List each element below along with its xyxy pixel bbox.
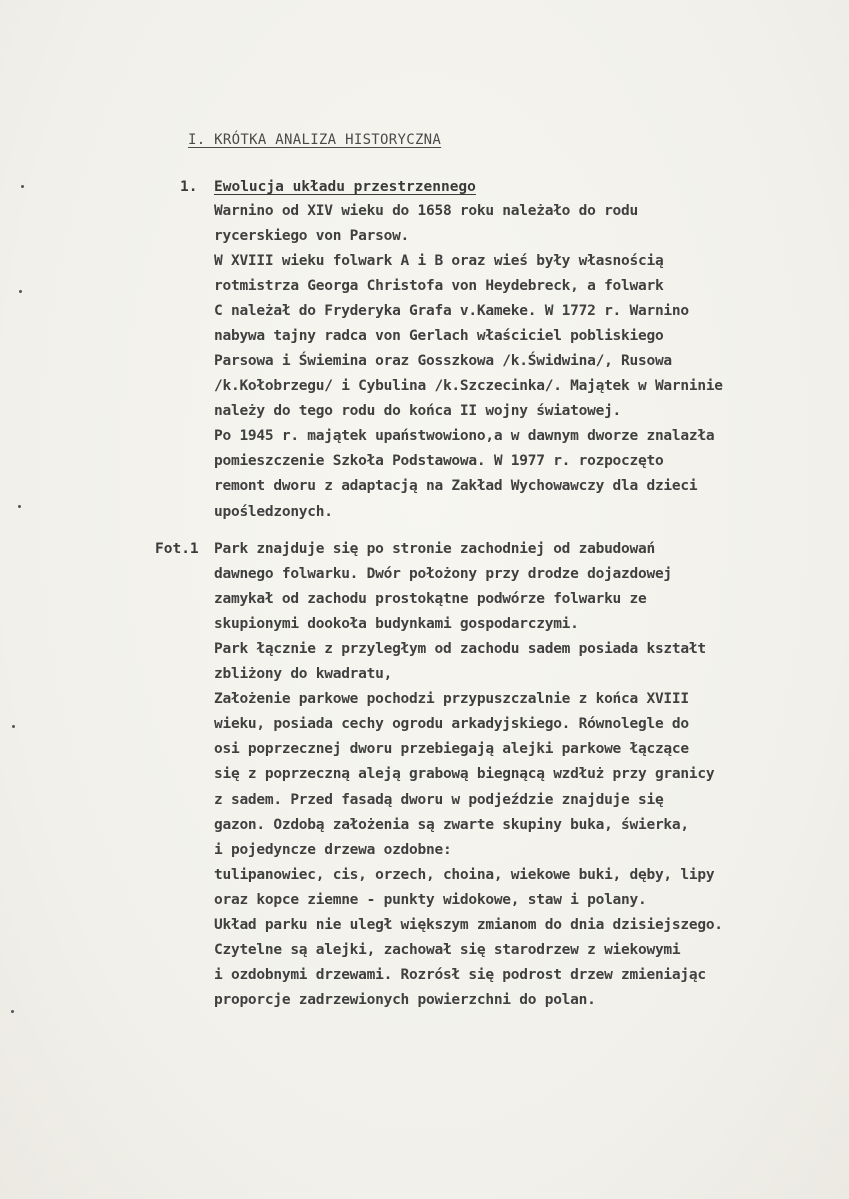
margin-speck [19, 290, 22, 293]
text-line: Czytelne są alejki, zachował się starodrzew z wiekowymi [214, 942, 681, 958]
margin-speck [18, 505, 21, 508]
text-line: Park znajduje się po stronie zachodniej od zabudowań [214, 541, 655, 557]
text-line: rotmistrza Georga Christofa von Heydebreck, a folwark [214, 278, 664, 294]
text-line: zbliżony do kwadratu, [214, 666, 393, 682]
text-line: Po 1945 r. majątek upaństwowiono,a w dawnym dworze znalazła [214, 428, 715, 444]
margin-speck [11, 1010, 14, 1013]
text-line: Park łącznie z przyległym od zachodu sadem posiada kształt [214, 641, 706, 657]
document-heading: I. KRÓTKA ANALIZA HISTORYCZNA [188, 132, 442, 148]
photo-reference-label: Fot.1 [155, 541, 199, 557]
text-line: /k.Kołobrzegu/ i Cybulina /k.Szczecinka/. Majątek w Warninie [214, 378, 723, 394]
text-line: dawnego folwarku. Dwór położony przy drodze dojazdowej [214, 566, 672, 582]
text-line: Założenie parkowe pochodzi przypuszczalnie z końca XVIII [214, 691, 689, 707]
text-line: i ozdobnymi drzewami. Rozrósł się podrost drzew zmieniając [214, 967, 706, 983]
text-line: się z poprzeczną aleją grabową biegnącą wzdłuż przy granicy [214, 766, 715, 782]
text-line: rycerskiego von Parsow. [214, 228, 410, 244]
text-line: Parsowa i Świemina oraz Gosszkowa /k.Świdwina/, Rusowa [214, 353, 672, 369]
text-line: wieku, posiada cechy ogrodu arkadyjskiego. Równolegle do [214, 716, 689, 732]
text-line: należy do tego rodu do końca II wojny światowej. [214, 403, 622, 419]
text-line: oraz kopce ziemne - punkty widokowe, staw i polany. [214, 892, 647, 908]
margin-speck [12, 725, 15, 728]
text-line: pomieszczenie Szkoła Podstawowa. W 1977 r. rozpoczęto [214, 453, 664, 469]
text-line: C należał do Fryderyka Grafa v.Kameke. W 1772 r. Warnino [214, 303, 689, 319]
text-line: nabywa tajny radca von Gerlach właściciel pobliskiego [214, 328, 664, 344]
text-line: W XVIII wieku folwark A i B oraz wieś były własnością [214, 253, 664, 269]
section-number: 1. [180, 179, 198, 195]
text-line: upośledzonych. [214, 504, 333, 520]
text-line: z sadem. Przed fasadą dworu w podjeździe znajduje się [214, 792, 664, 808]
text-line: Układ parku nie uległ większym zmianom do dnia dzisiejszego. [214, 917, 723, 933]
section-title: Ewolucja układu przestrzennego [214, 179, 476, 195]
text-line: proporcje zadrzewionych powierzchni do polan. [214, 992, 596, 1008]
text-line: tulipanowiec, cis, orzech, choina, wiekowe buki, dęby, lipy [214, 867, 715, 883]
text-line: skupionymi dookoła budynkami gospodarczymi. [214, 616, 579, 632]
text-line: gazon. Ozdobą założenia są zwarte skupiny buka, świerka, [214, 817, 689, 833]
text-line: osi poprzecznej dworu przebiegają alejki parkowe łączące [214, 741, 689, 757]
text-line: i pojedyncze drzewa ozdobne: [214, 842, 452, 858]
text-line: Warnino od XIV wieku do 1658 roku należało do rodu [214, 203, 638, 219]
text-line: zamykał od zachodu prostokątne podwórze folwarku ze [214, 591, 647, 607]
margin-speck [21, 185, 24, 188]
text-line: remont dworu z adaptacją na Zakład Wychowawczy dla dzieci [214, 478, 698, 494]
